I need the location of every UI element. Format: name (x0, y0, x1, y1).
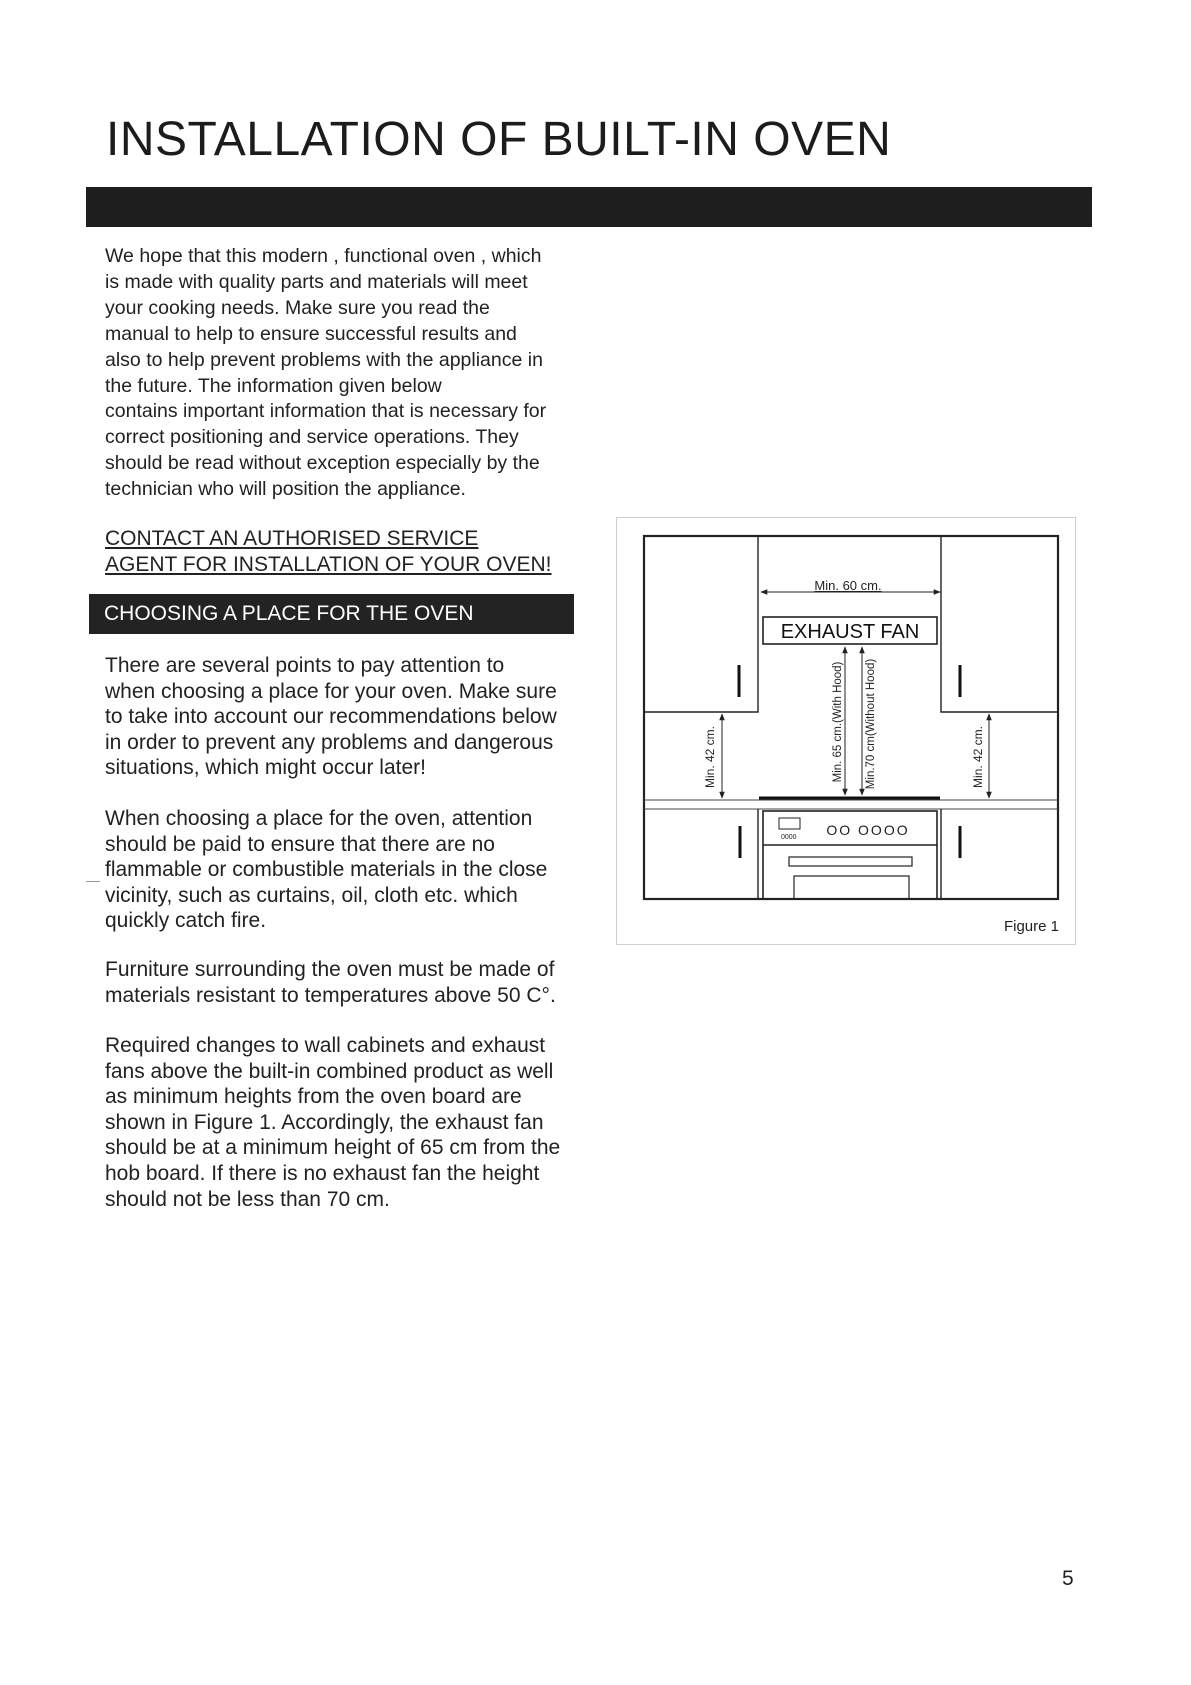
text-line: should be at a minimum height of 65 cm from the (105, 1136, 561, 1160)
text-line: materials resistant to temperatures above 50 C°. (105, 983, 556, 1007)
text-line: We hope that this modern , functional oven , which (105, 245, 542, 267)
text-line: also to help prevent problems with the appliance in (105, 348, 543, 371)
text-line: shown in Figure 1. Accordingly, the exhaust fan (105, 1110, 544, 1134)
text-line: quickly catch fire. (105, 909, 267, 933)
right-gap-label: Min. 42 cm. (971, 725, 985, 789)
text-line: should be read without exception especially by the (105, 452, 540, 475)
text-line: your cooking needs. Make sure you read the (105, 296, 490, 319)
oven-door-handle (789, 857, 912, 866)
oven-window (794, 876, 909, 899)
contact-notice (105, 526, 552, 578)
oven-display (779, 818, 800, 829)
text-line: CONTACT AN AUTHORISED SERVICE (105, 527, 479, 550)
section-paragraph (105, 957, 585, 1008)
text-line: technician who will position the appliance. (105, 478, 466, 501)
text-line: When choosing a place for the oven, attention (105, 807, 533, 830)
text-line: hob board. If there is no exhaust fan the height (105, 1161, 540, 1185)
section-paragraph (105, 1033, 585, 1212)
text-line: in order to prevent any problems and dangerous (105, 730, 554, 754)
text-line: AGENT FOR INSTALLATION OF YOUR OVEN! (105, 553, 552, 576)
figure-caption: Figure 1 (1003, 918, 1059, 935)
text-line: to take into account our recommendations below (105, 705, 557, 729)
intro-paragraph (105, 244, 585, 503)
oven-display-digits: 0000 (781, 834, 797, 841)
text-line: should not be less than 70 cm. (105, 1187, 390, 1211)
text-line: There are several points to pay attention to (105, 654, 505, 677)
text-line: Furniture surrounding the oven must be made of (105, 958, 555, 981)
text-line: Required changes to wall cabinets and exhaust (105, 1034, 546, 1057)
margin-mark (86, 881, 100, 882)
page-title: INSTALLATION OF BUILT-IN OVEN (106, 113, 892, 166)
text-line: should be paid to ensure that there are no (105, 832, 495, 856)
text-line: vicinity, such as curtains, oil, cloth etc. which (105, 883, 518, 907)
text-line: correct positioning and service operations. They (105, 426, 519, 449)
section-paragraph (105, 806, 585, 934)
text-line: when choosing a place for your oven. Make sure (105, 679, 557, 703)
section-paragraph (105, 653, 585, 781)
installation-diagram (616, 517, 1076, 945)
oven-knobs: OO OOOO (826, 822, 910, 838)
text-line: fans above the built-in combined product as well (105, 1059, 554, 1083)
left-gap-label: Min. 42 cm. (703, 725, 717, 789)
height-without-hood-label: Min.70 cm(Without Hood) (865, 658, 877, 790)
text-line: situations, which might occur later! (105, 756, 426, 780)
text-line: contains important information that is necessary for (105, 400, 547, 423)
text-line: flammable or combustible materials in the close (105, 858, 548, 882)
title-bar (86, 187, 1092, 227)
height-with-hood-label: Min. 65 cm.(With Hood) (832, 661, 844, 783)
width-label: Min. 60 cm. (814, 578, 882, 593)
left-wall-cabinet (644, 536, 758, 712)
text-line: manual to help to ensure successful results and (105, 322, 517, 345)
section-heading: CHOOSING A PLACE FOR THE OVEN (89, 594, 574, 634)
exhaust-fan-label: EXHAUST FAN (780, 621, 920, 643)
page-number: 5 (1062, 1567, 1074, 1590)
text-line: the future. The information given below (105, 374, 442, 397)
text-line: is made with quality parts and materials will meet (105, 270, 528, 293)
text-line: as minimum heights from the oven board are (105, 1085, 522, 1109)
